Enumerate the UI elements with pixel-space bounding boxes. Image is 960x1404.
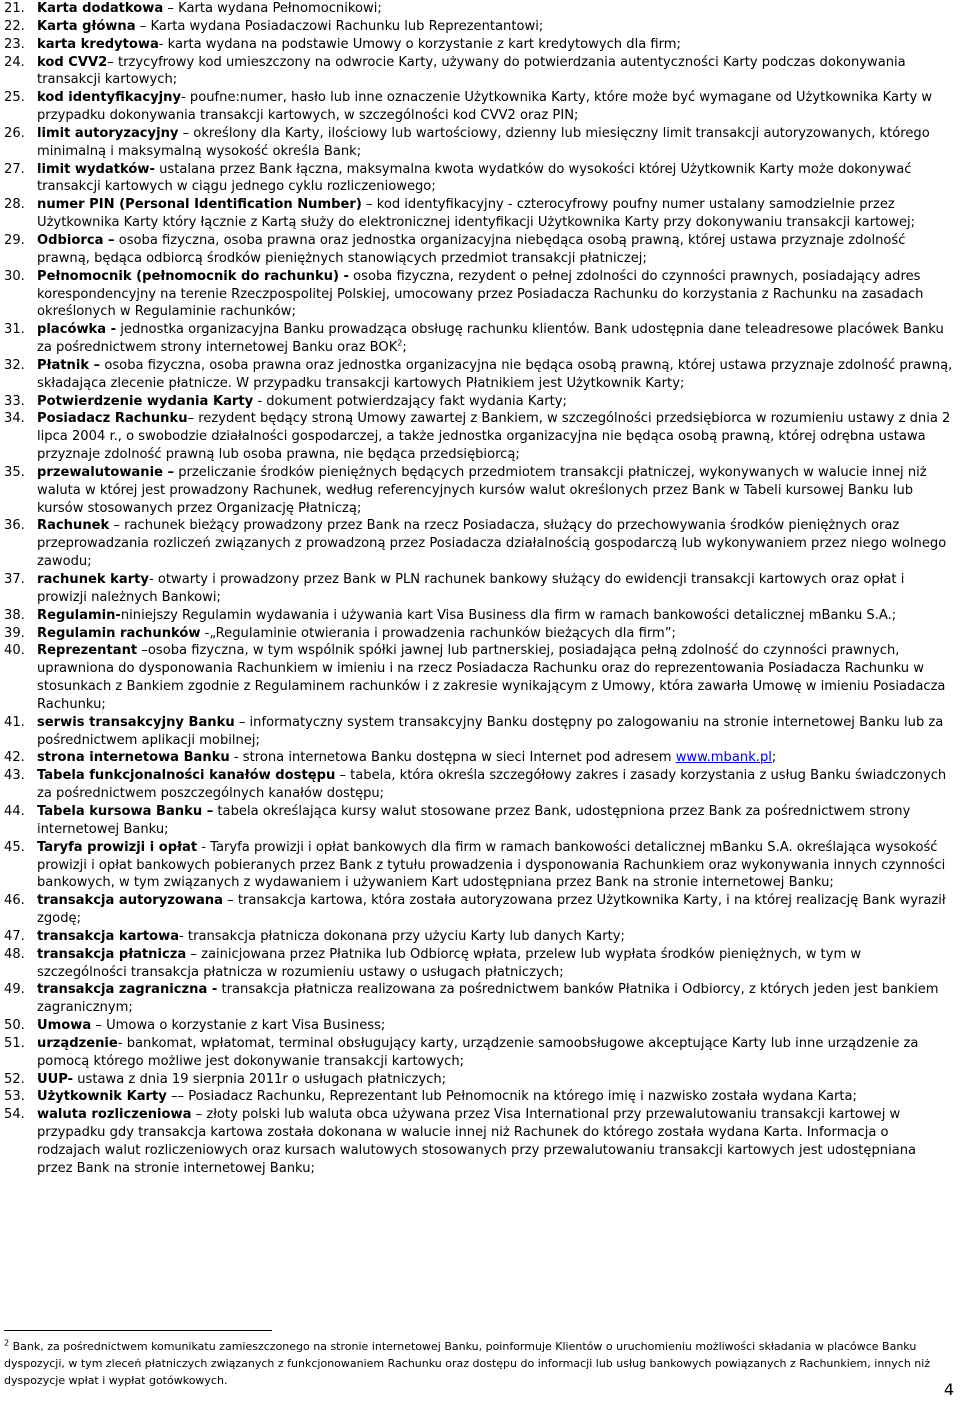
- item-number: 54.: [4, 1107, 25, 1123]
- definition-body: - poufne:numer, hasło lub inne oznaczenie Użytkownika Karty, które może być wymagane od Użytkownika Karty w przypadku dokonywania transakcji kartowych, w szczególności kod CVV2 oraz PIN;: [37, 90, 933, 124]
- definition-term: placówka -: [37, 322, 117, 338]
- definition-term: Karta dodatkowa: [37, 1, 164, 16]
- definition-body: jednostka organizacyjna Banku prowadząca obsługę rachunku klientów. Bank udostępnia dane teleadresowe placówek Banku za pośrednictwem strony internetowej Banku oraz BOK: [37, 322, 944, 356]
- definition-text: [37, 892, 954, 928]
- definition-term: Tabela funkcjonalności kanałów dostępu: [37, 768, 336, 784]
- item-number: 45.: [4, 839, 25, 855]
- definition-term: Posiadacz Rachunku: [37, 411, 188, 427]
- definition-text: [37, 946, 954, 982]
- item-number: 37.: [4, 572, 25, 587]
- definition-body: - karta wydana na podstawie Umowy o korzystanie z kart kredytowych dla firm;: [158, 36, 681, 52]
- item-number: 41.: [4, 714, 25, 730]
- footnote-separator: [4, 1330, 272, 1331]
- definition-body: - strona internetowa Banku dostępna w sieci Internet pod adresem: [229, 750, 676, 766]
- definition-text: [37, 1106, 954, 1177]
- definition-text: [37, 625, 954, 643]
- item-number: 50.: [4, 1018, 25, 1034]
- definition-term: serwis transakcyjny Banku: [37, 714, 235, 730]
- definition-body: – kod identyfikacyjny - czterocyfrowy poufny numer ustalany samodzielnie przez Użytkownika Karty który łącznie z Kartą służy do elektronicznej identyfikacji Użytkownika Karty przy dokonywaniu transakcji kartowej;: [37, 197, 916, 231]
- definition-item: [4, 803, 954, 839]
- definition-item: [4, 839, 954, 893]
- definition-term: Umowa: [37, 1018, 92, 1034]
- definition-body: - dokument potwierdzający fakt wydania Karty;: [253, 393, 567, 409]
- item-number: 44.: [4, 803, 25, 819]
- definition-body: - bankomat, wpłatomat, terminal obsługujący karty, urządzenie samoobsługowe akceptujące Karty lub inne urządzenie za pomocą którego możliwe jest dokonywanie transakcji kartowych;: [37, 1035, 919, 1069]
- item-number: 21.: [4, 1, 25, 16]
- definition-text: [37, 803, 954, 839]
- definition-text: [37, 321, 954, 357]
- definition-text: [37, 1071, 954, 1089]
- definition-term: urządzenie: [37, 1035, 118, 1051]
- item-number: 46.: [4, 893, 25, 909]
- definition-item: [4, 714, 954, 750]
- definition-term: UUP-: [37, 1071, 74, 1087]
- definition-term: strona internetowa Banku: [37, 750, 230, 766]
- item-number: 51.: [4, 1035, 25, 1051]
- definition-term: transakcja autoryzowana: [37, 893, 223, 909]
- definition-text: [37, 928, 954, 946]
- definition-text: [37, 1035, 954, 1071]
- footnote-text: Bank, za pośrednictwem komunikatu zamieszczonego na stronie internetowej Banku, poinformuje Klientów o uruchomieniu możliwości składania w placówce Banku dyspozycji, w tym zleceń płatniczych związanych z funkcjonowaniem Rachunku oraz dostępu do informacji lub usług bankowych powiązanych z Rachunkiem, innych niż dyspozycje wpłat i wypłat gotówkowych.: [4, 1340, 931, 1387]
- definition-text: [37, 749, 954, 767]
- definition-body: – tabela, która określa szczegółowy zakres i zasady korzystania z usług Banku świadczonych za pośrednictwem poszczególnych kanałów dostępu;: [37, 768, 947, 802]
- definition-body: – rezydent będący stroną Umowy zawartej z Bankiem, w szczególności przedsiębiorca w rozumieniu ustawy z dnia 2 lipca 2004 r., o swobodzie działalności gospodarczej, a także jednostka organizacyjna nie będąca osobą prawną, której odrębna ustawa przyznaje zdolność prawną lub osoba prawna, nie będąca przedsiębiorcą;: [37, 411, 951, 463]
- definition-body: przeliczanie środków pieniężnych będących przedmiotem transakcji płatniczej, wykonywanych w walucie innej niż waluta w której jest prowadzony Rachunek, według referencyjnych kursów walut określonych przez Bank w Tabeli kursowej Banku lub kursów stosowanych przez Organizację Płatniczą;: [37, 464, 927, 516]
- definition-text: [37, 393, 954, 411]
- item-number: 33.: [4, 393, 25, 409]
- definition-text: [37, 89, 954, 125]
- definition-term: Odbiorca –: [37, 232, 115, 248]
- definition-term: karta kredytowa: [37, 36, 159, 52]
- definition-item: [4, 607, 954, 625]
- definition-item: [4, 268, 954, 322]
- item-number: 35.: [4, 464, 25, 480]
- definition-body: osoba fizyczna, rezydent o pełnej zdolności do czynności prawnych, posiadający adres korespondencyjny na terenie Rzeczpospolitej Polskiej, umocowany przez Posiadacza Rachunku do korzystania z Rachunku na zasadach określonych w Regulaminie rachunków;: [37, 268, 924, 320]
- item-number: 22.: [4, 18, 25, 34]
- definition-body: - transakcja płatnicza dokonana przy użyciu Karty lub danych Karty;: [179, 928, 625, 944]
- definition-item: [4, 0, 954, 18]
- definition-item: [4, 36, 954, 54]
- definition-body: – informatyczny system transakcyjny Banku dostępny po zalogowaniu na stronie internetowej Banku lub za pośrednictwem aplikacji mobilnej;: [37, 714, 944, 748]
- definition-term: Płatnik –: [37, 357, 101, 373]
- definition-body: – Umowa o korzystanie z kart Visa Business;: [91, 1018, 386, 1034]
- definition-text: [37, 839, 954, 893]
- definition-term: Rachunek: [37, 518, 110, 534]
- definition-term: Reprezentant: [37, 643, 138, 659]
- definition-item: [4, 232, 954, 268]
- definition-term: numer PIN (Personal Identification Number): [37, 197, 362, 213]
- definition-term: kod CVV2: [37, 54, 108, 70]
- footnote: [4, 1338, 954, 1389]
- definitions-list: [4, 0, 954, 1178]
- item-number: 23.: [4, 36, 25, 52]
- definition-term: transakcja płatnicza: [37, 946, 187, 962]
- definition-term: Potwierdzenie wydania Karty: [37, 393, 254, 409]
- definition-item: [4, 928, 954, 946]
- definition-term: limit autoryzacyjny: [37, 125, 179, 141]
- definition-item: [4, 1017, 954, 1035]
- definition-text: [37, 607, 954, 625]
- footnote-reference[interactable]: 2: [397, 338, 403, 348]
- definition-text: [37, 125, 954, 161]
- definition-text: [37, 196, 954, 232]
- definition-term: waluta rozliczeniowa: [37, 1107, 192, 1123]
- definition-text: [37, 36, 954, 54]
- definition-body: - Taryfa prowizji i opłat bankowych dla firm w ramach bankowości detalicznej mBanku S.A. określająca wysokość prowizji i opłat bankowych pobieranych przez Bank z tytułu prowadzenia i dysponowania Rachunkiem oraz wykonywania innych czynności bankowych, w tym związanych z wydawaniem i używaniem Kart udostępniana przez Bank na stronie internetowej Banku;: [37, 839, 946, 891]
- definition-text: [37, 161, 954, 197]
- definition-item: [4, 89, 954, 125]
- definition-item: [4, 196, 954, 232]
- item-number: 39.: [4, 625, 25, 641]
- definition-text: [37, 1017, 954, 1035]
- item-number: 34.: [4, 411, 25, 427]
- definition-term: Pełnomocnik (pełnomocnik do rachunku) -: [37, 268, 349, 284]
- definition-body: osoba fizyczna, osoba prawna oraz jednostka organizacyjna niеbędąca osobą prawną, której ustawa przyznaje zdolność prawną, będąca odbiorcą środków pieniężnych stanowiących przedmiot transakcji płatniczej;: [37, 232, 906, 266]
- item-number: 30.: [4, 268, 25, 284]
- definition-body: -„Regulaminie otwierania i prowadzenia rachunków bieżących dla firm”;: [200, 625, 676, 641]
- definition-text: [37, 1088, 954, 1106]
- definition-term: Regulamin-: [37, 607, 121, 623]
- definition-item: [4, 981, 954, 1017]
- definition-item: [4, 410, 954, 464]
- item-number: 36.: [4, 518, 25, 534]
- definition-item: [4, 1071, 954, 1089]
- definition-text: [37, 0, 954, 18]
- definition-text: [37, 981, 954, 1017]
- definition-body: – transakcja kartowa, która została autoryzowana przez Użytkownika Karty, i na której realizację Bank wyraził zgodę;: [37, 893, 946, 927]
- definition-term: przewalutowanie –: [37, 464, 175, 480]
- definition-text: [37, 54, 954, 90]
- item-number: 43.: [4, 768, 25, 784]
- page-number: 4: [943, 1380, 954, 1399]
- definition-item: [4, 393, 954, 411]
- definition-text: [37, 410, 954, 464]
- definition-body: – zainicjowana przez Płatnika lub Odbiorcę wpłata, przelew lub wypłata środków pieniężnych, w tym w szczególności transakcja płatnicza w rozumieniu ustawy o usługach płatniczych;: [37, 946, 862, 980]
- definition-term: limit wydatków-: [37, 161, 155, 177]
- definition-item: [4, 946, 954, 982]
- definition-body: osoba fizyczna, osoba prawna oraz jednostka organizacyjna nie będąca osobą prawną, której ustawa przyznaje zdolność prawną, składająca zlecenie płatnicze. W przypadku transakcji kartowych Płatnikiem jest Użytkownik Karty;: [37, 357, 953, 391]
- definition-body: – rachunek bieżący prowadzony przez Bank na rzecz Posiadacza, służący do przechowywania środków pieniężnych oraz przeprowadzania rozliczeń związanych z prowadzoną przez Posiadacza działalnością gospodarczą lub wykonywaniem przez niego wolnego zawodu;: [37, 518, 947, 570]
- definition-item: [4, 517, 954, 571]
- definition-text: [37, 767, 954, 803]
- definition-term: Karta główna: [37, 18, 136, 34]
- website-link[interactable]: www.mbank.pl: [675, 750, 772, 766]
- item-number: 53.: [4, 1089, 25, 1105]
- item-number: 49.: [4, 982, 25, 998]
- definition-item: [4, 321, 954, 357]
- definition-body: – złoty polski lub waluta obca używana przez Visa International przy przewalutowaniu transakcji kartowej w przypadku gdy transakcja kartowa została dokonana w walucie innej niż Rachunek do którego została wydana Karta. Informacja o rodzajach walut rozliczeniowych oraz kursach walutowych stosowanych przy przewalutowaniu transakcji kartowych jest udostępniana przez Bank na stronie internetowej Banku;: [37, 1107, 917, 1176]
- item-number: 25.: [4, 90, 25, 106]
- definition-body: –– Posiadacz Rachunku, Reprezentant lub Pełnomocnik na którego imię i nazwisko została wydana Karta;: [166, 1089, 857, 1105]
- definition-body: transakcja płatnicza realizowana za pośrednictwem banków Płatnika i Odbiorcy, z których jeden jest bankiem zagranicznym;: [37, 982, 939, 1016]
- definition-item: [4, 625, 954, 643]
- definition-body: – określony dla Karty, ilościowy lub wartościowy, dzienny lub miesięczny limit transakcji autoryzowanych, którego minimalną i maksymalną wysokość określa Bank;: [37, 125, 930, 159]
- definition-text: [37, 268, 954, 322]
- definition-body: tabela określająca kursy walut stosowane przez Bank, udostępniona przez Bank za pośrednictwem strony internetowej Banku;: [37, 803, 911, 837]
- definition-item: [4, 1035, 954, 1071]
- definition-term: Użytkownik Karty: [37, 1089, 167, 1105]
- definition-text: [37, 517, 954, 571]
- definition-item: [4, 54, 954, 90]
- definition-body: –osoba fizyczna, w tym wspólnik spółki jawnej lub partnerskiej, posiadająca pełną zdolność do czynności prawnych, uprawniona do dysponowania Rachunkiem w imieniu i na rzecz Posiadacza Rachunku oraz do reprezentowania Posiadacza Rachunku w stosunkach z Bankiem zgodnie z Regulaminem rachunków i z zakresie wynikającym z Umowy, która zawarła Umowę w imieniu Posiadacza Rachunku;: [37, 643, 946, 712]
- definition-body: - otwarty i prowadzony przez Bank w PLN rachunek bankowy służący do ewidencji transakcji kartowych oraz opłat i prowizji należnych Bankowi;: [37, 572, 905, 605]
- item-number: 28.: [4, 197, 25, 213]
- definition-term: rachunek karty: [37, 572, 149, 587]
- definition-item: [4, 161, 954, 197]
- item-number: 24.: [4, 54, 25, 70]
- definition-item: [4, 892, 954, 928]
- definition-item: [4, 464, 954, 518]
- definition-term: transakcja zagraniczna -: [37, 982, 218, 998]
- definition-tail: ;: [771, 750, 777, 766]
- definition-text: [37, 642, 954, 713]
- item-number: 48.: [4, 946, 25, 962]
- definition-item: [4, 571, 954, 607]
- item-number: 31.: [4, 322, 25, 338]
- definition-term: transakcja kartowa: [37, 928, 180, 944]
- definition-text: [37, 571, 954, 607]
- definition-term: kod identyfikacyjny: [37, 90, 182, 106]
- item-number: 47.: [4, 928, 25, 944]
- definition-term: Tabela kursowa Banku –: [37, 803, 214, 819]
- definition-body: niniejszy Regulamin wydawania i używania kart Visa Business dla firm w ramach bankowości detalicznej mBanku S.A.;: [120, 607, 897, 623]
- definition-text: [37, 714, 954, 750]
- definition-item: [4, 642, 954, 713]
- definition-tail: ;: [402, 340, 407, 356]
- definition-item: [4, 1106, 954, 1177]
- item-number: 40.: [4, 643, 25, 659]
- item-number: 42.: [4, 750, 25, 766]
- item-number: 26.: [4, 125, 25, 141]
- definition-item: [4, 125, 954, 161]
- definition-item: [4, 357, 954, 393]
- definition-text: [37, 357, 954, 393]
- definition-item: [4, 1088, 954, 1106]
- definition-item: [4, 767, 954, 803]
- footnote-mark: 2: [4, 1338, 10, 1348]
- definition-term: Taryfa prowizji i opłat: [37, 839, 198, 855]
- definition-body: – Karta wydana Posiadaczowi Rachunku lub Reprezentantowi;: [135, 18, 544, 34]
- definition-body: – trzycyfrowy kod umieszczony na odwrocie Karty, używany do potwierdzania autentyczności Karty podczas dokonywania transakcji kartowych;: [37, 54, 906, 88]
- item-number: 27.: [4, 161, 25, 177]
- definition-term: Regulamin rachunków: [37, 625, 201, 641]
- item-number: 29.: [4, 232, 25, 248]
- definition-body: ustawa z dnia 19 sierpnia 2011r o usługach płatniczych;: [73, 1071, 447, 1087]
- item-number: 52.: [4, 1071, 25, 1087]
- definition-body: ustalana przez Bank łączna, maksymalna kwota wydatków do wysokości której Użytkownik Karty może dokonywać transakcji kartowych w ciągu jednego cyklu rozliczeniowego;: [37, 161, 912, 195]
- definition-item: [4, 749, 954, 767]
- definition-text: [37, 464, 954, 518]
- item-number: 38.: [4, 607, 25, 623]
- item-number: 32.: [4, 357, 25, 373]
- definition-body: – Karta wydana Pełnomocnikowi;: [163, 1, 382, 16]
- definition-text: [37, 232, 954, 268]
- definition-item: [4, 18, 954, 36]
- definition-text: [37, 18, 954, 36]
